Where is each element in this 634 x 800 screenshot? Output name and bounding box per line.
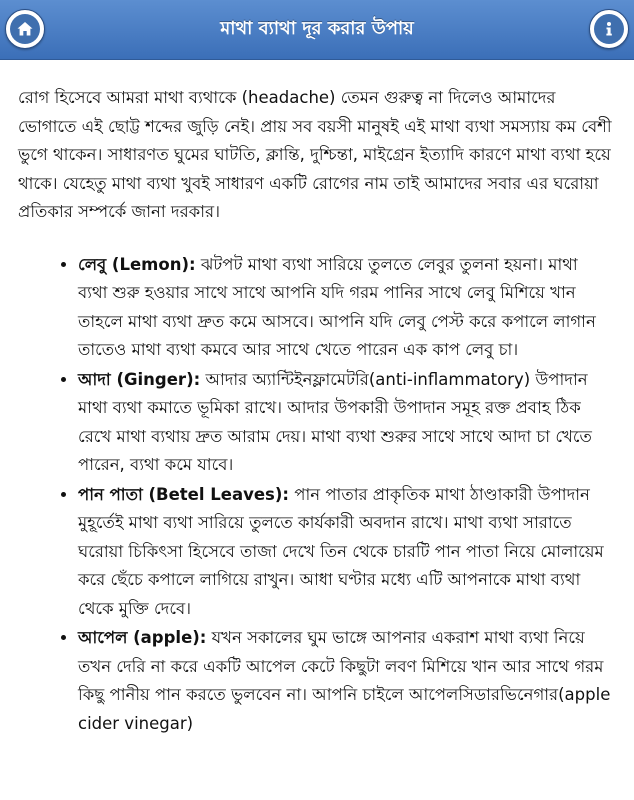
- list-item: [78, 251, 612, 365]
- item-title: আপেল (apple):: [78, 628, 207, 647]
- item-text: ঝটপট মাথা ব্যথা সারিয়ে তুলতে লেবুর তুলনা হয়না। মাথা ব্যথা শুরু হওয়ার সাথে সাথে আপনি যদি গরম পানির সাথে লেবু মিশিয়ে খান তাহলে মাথা ব্যথা দ্রুত কমে আসবে। আপনি যদি লেবু পেস্ট করে কপালে লাগান তাতেও মাথা ব্যথা কমবে আর সাথে খেতে পারেন এক কাপ লেবু চা।: [78, 254, 596, 359]
- item-text: পান পাতার প্রাকৃতিক মাথা ঠাণ্ডাকারী উপাদান মুহূর্তেই মাথা ব্যথা সারিয়ে তুলতে কার্যকারী অবদান রাখে। মাথা ব্যথা সারাতে ঘরোয়া চিকিৎসা হিসেবে তাজা দেখে তিন থেকে চারটি পান পাতা নিয়ে মোলায়েম করে ছেঁচে কপালে লাগিয়ে রাখুন। আধা ঘণ্টার মধ্যে এটি আপনাকে মাথা ব্যথা থেকে মুক্তি দেবে।: [78, 484, 604, 618]
- intro-paragraph: রোগ হিসেবে আমরা মাথা ব্যথাকে (headache) তেমন গুরুত্ব না দিলেও আমাদের ভোগাতে এই ছোট্ট শব্দের জুড়ি নেই। প্রায় সব বয়সী মানুষই এই মাথা ব্যথা সমস্যায় কম বেশী ভুগে থাকেন। সাধারণত ঘুমের ঘাটতি, ক্লান্তি, দুশ্চিন্তা, মাইগ্রেন ইত্যাদি কারণে মাথা ব্যথা হয়ে থাকে। যেহেতু মাথা ব্যথা খুবই সাধারণ একটি রোগের নাম তাই আমাদের সবার এর ঘরোয়া প্রতিকার সম্পর্কে জানা দরকার।: [18, 88, 612, 221]
- app-header: [0, 0, 634, 60]
- item-title: পান পাতা (Betel Leaves):: [78, 484, 290, 504]
- list-item: [78, 624, 612, 738]
- remedy-list: [18, 251, 618, 739]
- list-item: [78, 481, 612, 624]
- info-icon: [594, 14, 624, 44]
- item-text: যখন সকালের ঘুম ভাঙ্গে আপনার একরাশ মাথা ব্যথা নিয়ে তখন দেরি না করে একটি আপেল কেটে কিছুটা লবণ মিশিয়ে খান আর সাথে গরম কিছু পানীয় পান করতে ভুলবেন না। আপনি চাইলে আপেলসিডারভিনেগার(apple cider vinegar): [78, 628, 611, 733]
- page-title: মাথা ব্যাথা দূর করার উপায়: [220, 18, 414, 39]
- item-title: আদা (Ginger):: [78, 369, 201, 389]
- list-item: [78, 366, 612, 480]
- item-text: আদার অ্যান্টিইনফ্লামেটরি(anti-inflammatory) উপাদান মাথা ব্যথা কমাতে ভূমিকা রাখে। আদার উপকারী উপাদান সমূহ রক্ত প্রবাহ ঠিক রেখে মাথা ব্যথায় দ্রুত আরাম দেয়। মাথা ব্যথা শুরুর সাথে সাথে আদা চা খেতে পারেন, ব্যথা কমে যাবে।: [78, 369, 592, 474]
- info-button[interactable]: [589, 9, 629, 49]
- item-title: লেবু (Lemon):: [78, 254, 196, 274]
- article-content: [0, 60, 634, 738]
